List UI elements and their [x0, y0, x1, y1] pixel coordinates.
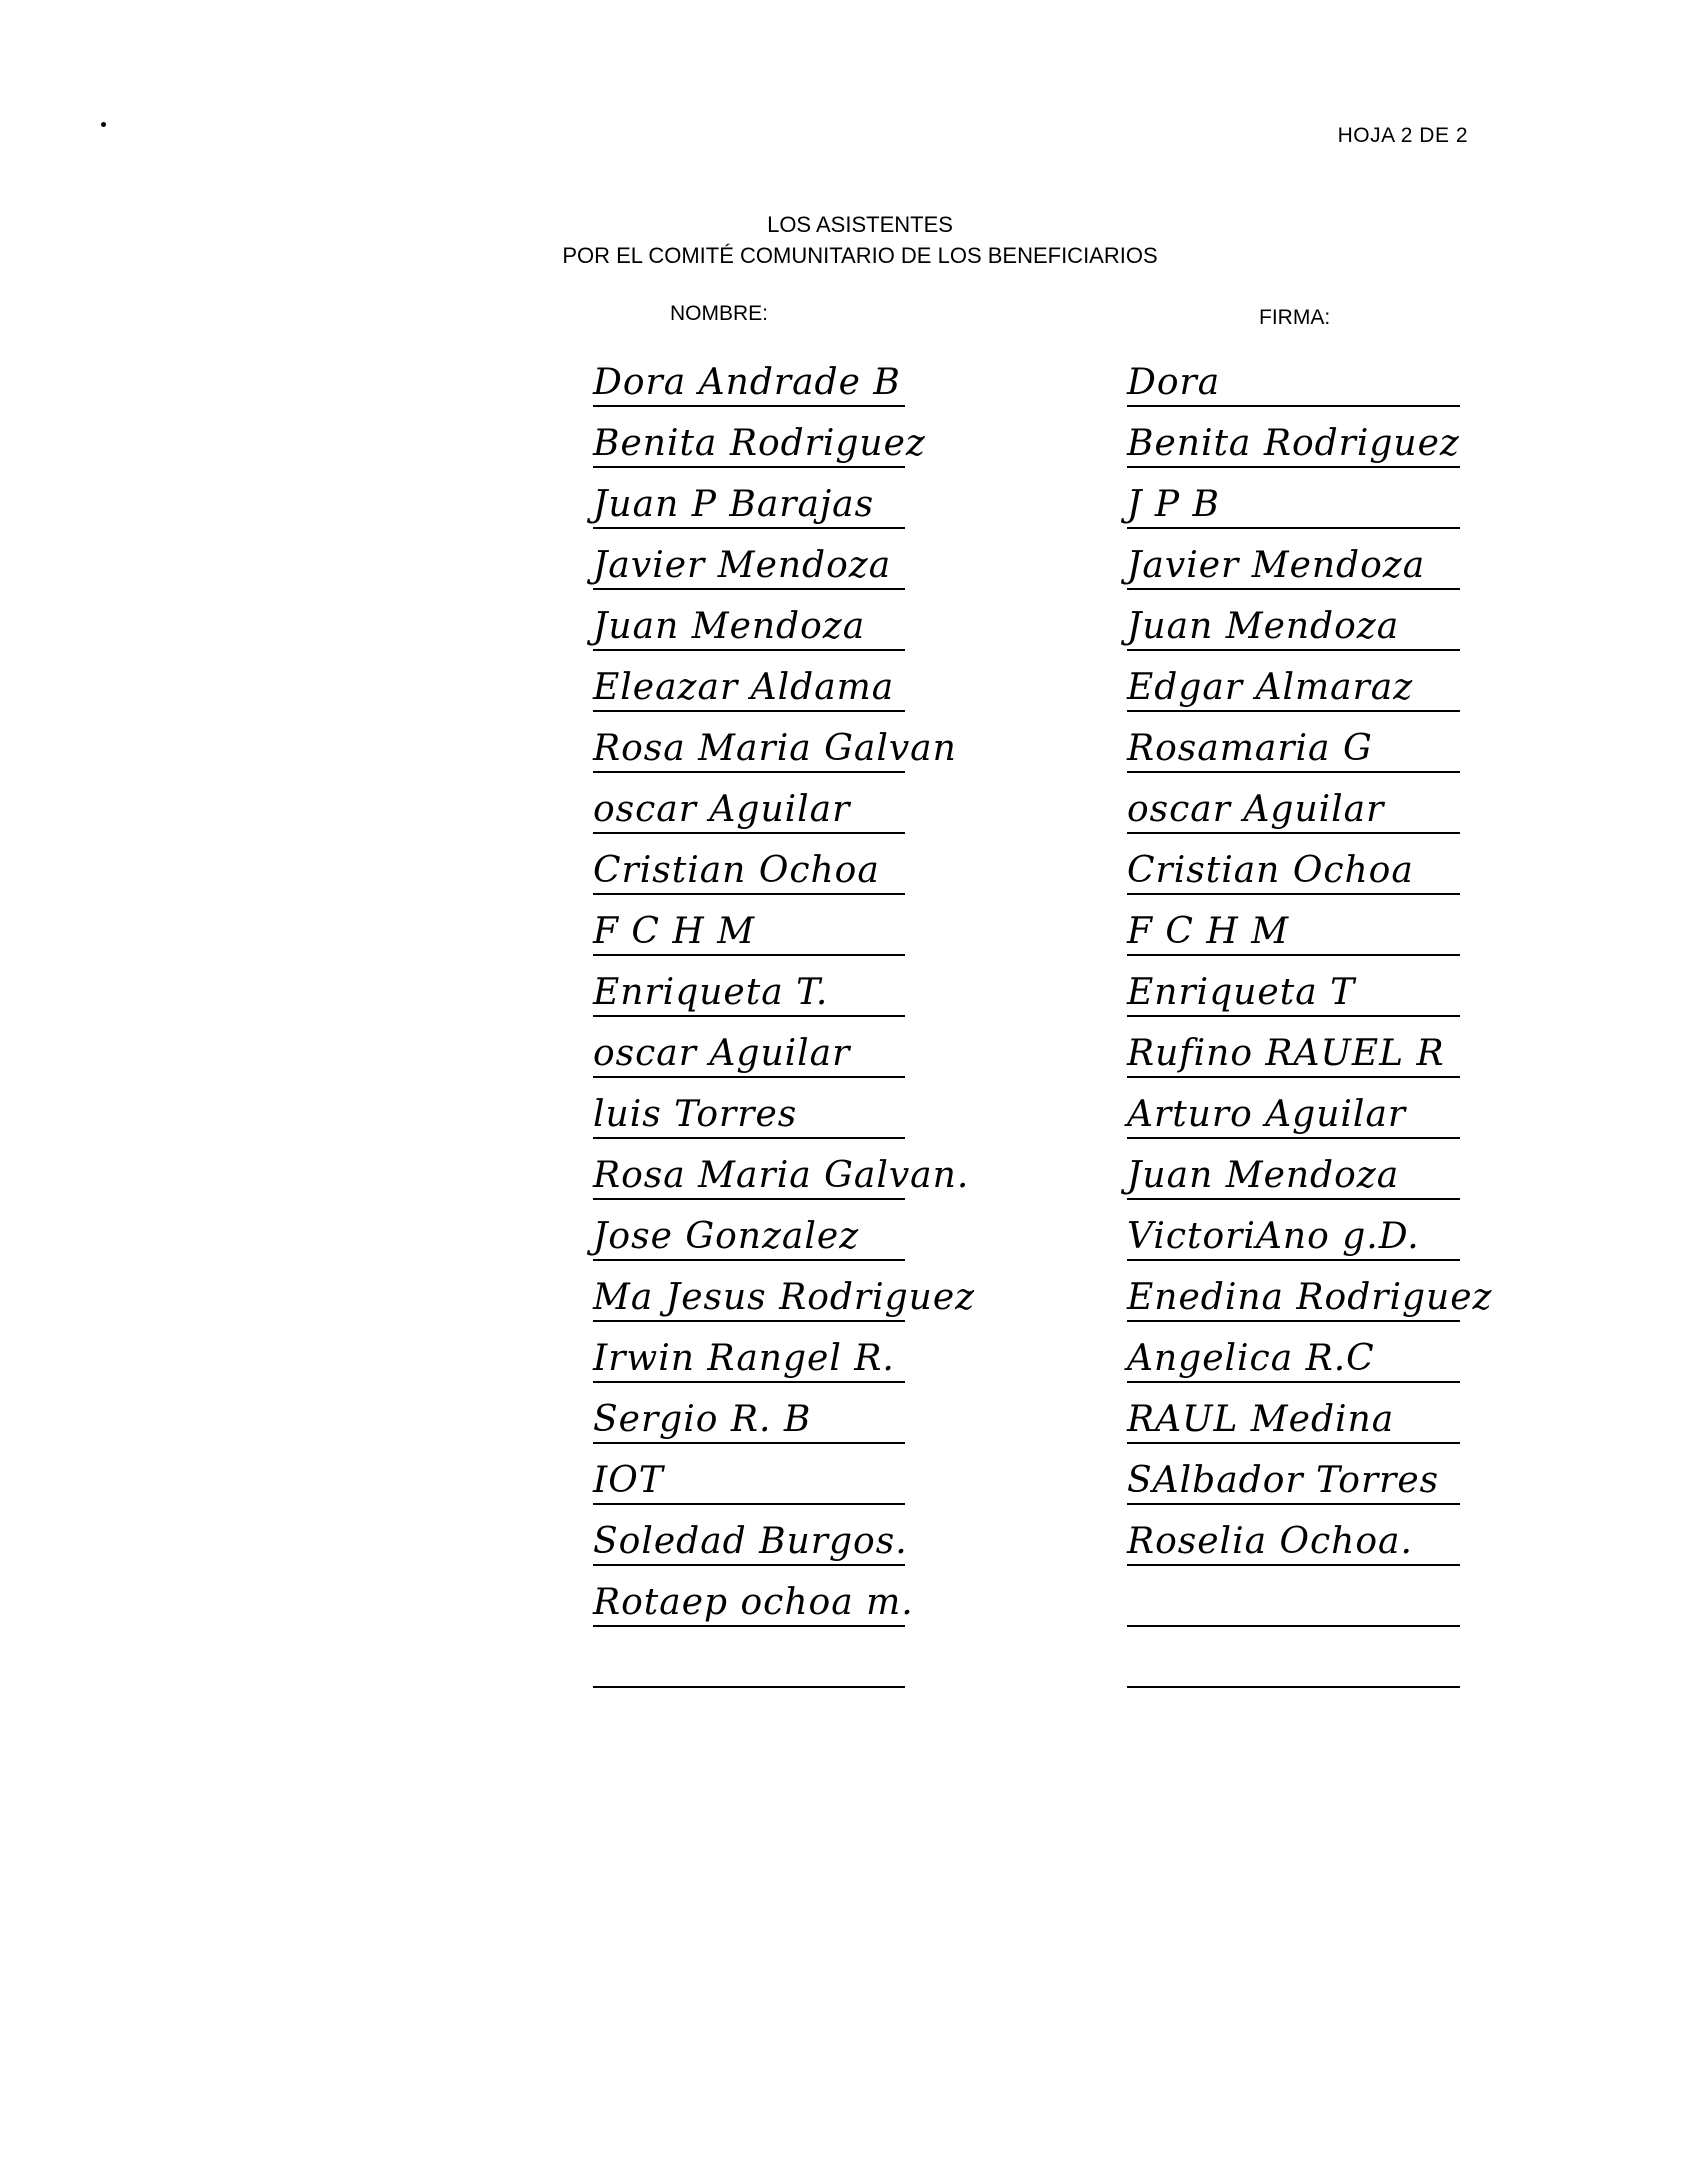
name-line: [593, 1198, 905, 1200]
signature-handwritten: Enedina Rodriguez: [1127, 1277, 1493, 1318]
signature-row: [1115, 1509, 1460, 1570]
name-handwritten: Juan Mendoza: [593, 606, 866, 647]
name-row: [585, 1265, 976, 1326]
signature-handwritten: Rufino RAUEL R: [1127, 1033, 1445, 1074]
name-handwritten: Soledad Burgos.: [593, 1521, 908, 1562]
name-line: [593, 649, 905, 651]
signature-line: [1127, 1015, 1460, 1017]
signature-line: [1127, 1625, 1460, 1627]
signature-handwritten: Rosamaria G: [1127, 728, 1373, 769]
name-handwritten: Eleazar Aldama: [593, 667, 895, 708]
signature-handwritten: oscar Aguilar: [1127, 789, 1385, 830]
signature-row: [1115, 594, 1460, 655]
signature-line: [1127, 893, 1460, 895]
name-row: [585, 655, 905, 716]
signature-handwritten: F C H M: [1127, 911, 1290, 952]
signature-line: [1127, 527, 1460, 529]
signature-row: [1115, 899, 1460, 960]
signature-handwritten: Cristian Ochoa: [1127, 850, 1414, 891]
signature-row: [1115, 1570, 1460, 1631]
signature-line: [1127, 588, 1460, 590]
name-row: [585, 1143, 970, 1204]
name-row: [585, 1631, 905, 1692]
name-line: [593, 1137, 905, 1139]
name-column: [585, 350, 976, 1692]
signature-line: [1127, 771, 1460, 773]
name-row: [585, 1082, 905, 1143]
name-handwritten: Rotaep ochoa m.: [593, 1582, 914, 1623]
name-column-header: NOMBRE:: [670, 302, 769, 325]
name-handwritten: Enriqueta T.: [593, 972, 829, 1013]
title-line-1: LOS ASISTENTES: [767, 212, 953, 237]
name-handwritten: Sergio R. B: [593, 1399, 812, 1440]
signature-handwritten: VictoriAno g.D.: [1127, 1216, 1420, 1257]
signature-row: [1115, 960, 1460, 1021]
name-handwritten: IOT: [593, 1460, 664, 1501]
name-row: [585, 1021, 905, 1082]
signature-handwritten: Juan Mendoza: [1127, 1155, 1400, 1196]
signature-handwritten: Roselia Ochoa.: [1127, 1521, 1413, 1562]
name-line: [593, 832, 905, 834]
name-row: [585, 960, 905, 1021]
signature-line: [1127, 1503, 1460, 1505]
signature-line: [1127, 832, 1460, 834]
name-handwritten: Ma Jesus Rodriguez: [593, 1277, 976, 1318]
signature-line: [1127, 405, 1460, 407]
signature-line: [1127, 1198, 1460, 1200]
signature-line: [1127, 1381, 1460, 1383]
signature-handwritten: J P B: [1127, 484, 1220, 525]
signature-line: [1127, 1076, 1460, 1078]
signature-line: [1127, 1137, 1460, 1139]
name-line: [593, 1442, 905, 1444]
name-handwritten: Javier Mendoza: [593, 545, 892, 586]
name-row: [585, 1387, 905, 1448]
signature-column: [1115, 350, 1493, 1692]
name-line: [593, 954, 905, 956]
name-row: [585, 1570, 914, 1631]
name-handwritten: Rosa Maria Galvan: [593, 728, 957, 769]
signature-row: [1115, 1326, 1460, 1387]
signature-line: [1127, 649, 1460, 651]
name-row: [585, 1448, 905, 1509]
name-handwritten: Rosa Maria Galvan.: [593, 1155, 970, 1196]
signature-line: [1127, 1320, 1460, 1322]
name-line: [593, 1625, 905, 1627]
signature-row: [1115, 1143, 1460, 1204]
name-line: [593, 405, 905, 407]
name-row: [585, 594, 905, 655]
name-line: [593, 466, 905, 468]
signature-line: [1127, 1564, 1460, 1566]
name-line: [593, 1564, 905, 1566]
signature-row: [1115, 655, 1460, 716]
name-line: [593, 710, 905, 712]
name-line: [593, 1503, 905, 1505]
name-line: [593, 893, 905, 895]
page-number: HOJA 2 DE 2: [1337, 124, 1468, 147]
signature-column-header: FIRMA:: [1259, 306, 1331, 329]
name-line: [593, 771, 905, 773]
signature-row: [1115, 411, 1460, 472]
signature-row: [1115, 716, 1460, 777]
name-handwritten: Juan P Barajas: [593, 484, 875, 525]
signature-handwritten: Angelica R.C: [1127, 1338, 1375, 1379]
name-handwritten: Benita Rodriguez: [593, 423, 926, 464]
signature-handwritten: Enriqueta T: [1127, 972, 1356, 1013]
signature-row: [1115, 838, 1460, 899]
signature-row: [1115, 1448, 1460, 1509]
name-row: [585, 716, 957, 777]
document-title: [0, 209, 1683, 271]
name-line: [593, 1015, 905, 1017]
name-handwritten: oscar Aguilar: [593, 1033, 851, 1074]
name-row: [585, 899, 905, 960]
title-line-2: POR EL COMITÉ COMUNITARIO DE LOS BENEFICIARIOS: [562, 243, 1158, 268]
name-row: [585, 1509, 908, 1570]
signature-row: [1115, 1082, 1460, 1143]
name-row: [585, 838, 905, 899]
name-line: [593, 527, 905, 529]
name-handwritten: luis Torres: [593, 1094, 798, 1135]
signature-row: [1115, 1021, 1460, 1082]
signature-handwritten: Dora: [1127, 362, 1221, 403]
signature-handwritten: Edgar Almaraz: [1127, 667, 1414, 708]
name-line: [593, 588, 905, 590]
name-row: [585, 777, 905, 838]
signature-handwritten: Benita Rodriguez: [1127, 423, 1460, 464]
name-row: [585, 411, 926, 472]
signature-handwritten: RAUL Medina: [1127, 1399, 1395, 1440]
signature-row: [1115, 1387, 1460, 1448]
name-handwritten: F C H M: [593, 911, 756, 952]
signature-handwritten: Javier Mendoza: [1127, 545, 1426, 586]
signature-row: [1115, 1265, 1493, 1326]
name-line: [593, 1381, 905, 1383]
name-line: [593, 1686, 905, 1688]
signature-row: [1115, 777, 1460, 838]
name-handwritten: Cristian Ochoa: [593, 850, 880, 891]
signature-handwritten: Arturo Aguilar: [1127, 1094, 1407, 1135]
name-line: [593, 1259, 905, 1261]
name-handwritten: oscar Aguilar: [593, 789, 851, 830]
signature-row: [1115, 1631, 1460, 1692]
signature-row: [1115, 472, 1460, 533]
signature-line: [1127, 1259, 1460, 1261]
name-row: [585, 533, 905, 594]
signature-row: [1115, 350, 1460, 411]
signature-handwritten: SAlbador Torres: [1127, 1460, 1440, 1501]
stray-mark: [101, 122, 106, 127]
signature-line: [1127, 710, 1460, 712]
signature-line: [1127, 1686, 1460, 1688]
signature-line: [1127, 954, 1460, 956]
name-row: [585, 1204, 905, 1265]
name-handwritten: Irwin Rangel R.: [593, 1338, 895, 1379]
signature-line: [1127, 1442, 1460, 1444]
name-row: [585, 350, 905, 411]
name-handwritten: Dora Andrade B: [593, 362, 901, 403]
signature-handwritten: Juan Mendoza: [1127, 606, 1400, 647]
signature-row: [1115, 533, 1460, 594]
name-handwritten: Jose Gonzalez: [593, 1216, 860, 1257]
name-row: [585, 472, 905, 533]
signature-row: [1115, 1204, 1460, 1265]
name-line: [593, 1320, 905, 1322]
name-line: [593, 1076, 905, 1078]
name-row: [585, 1326, 905, 1387]
signature-line: [1127, 466, 1460, 468]
